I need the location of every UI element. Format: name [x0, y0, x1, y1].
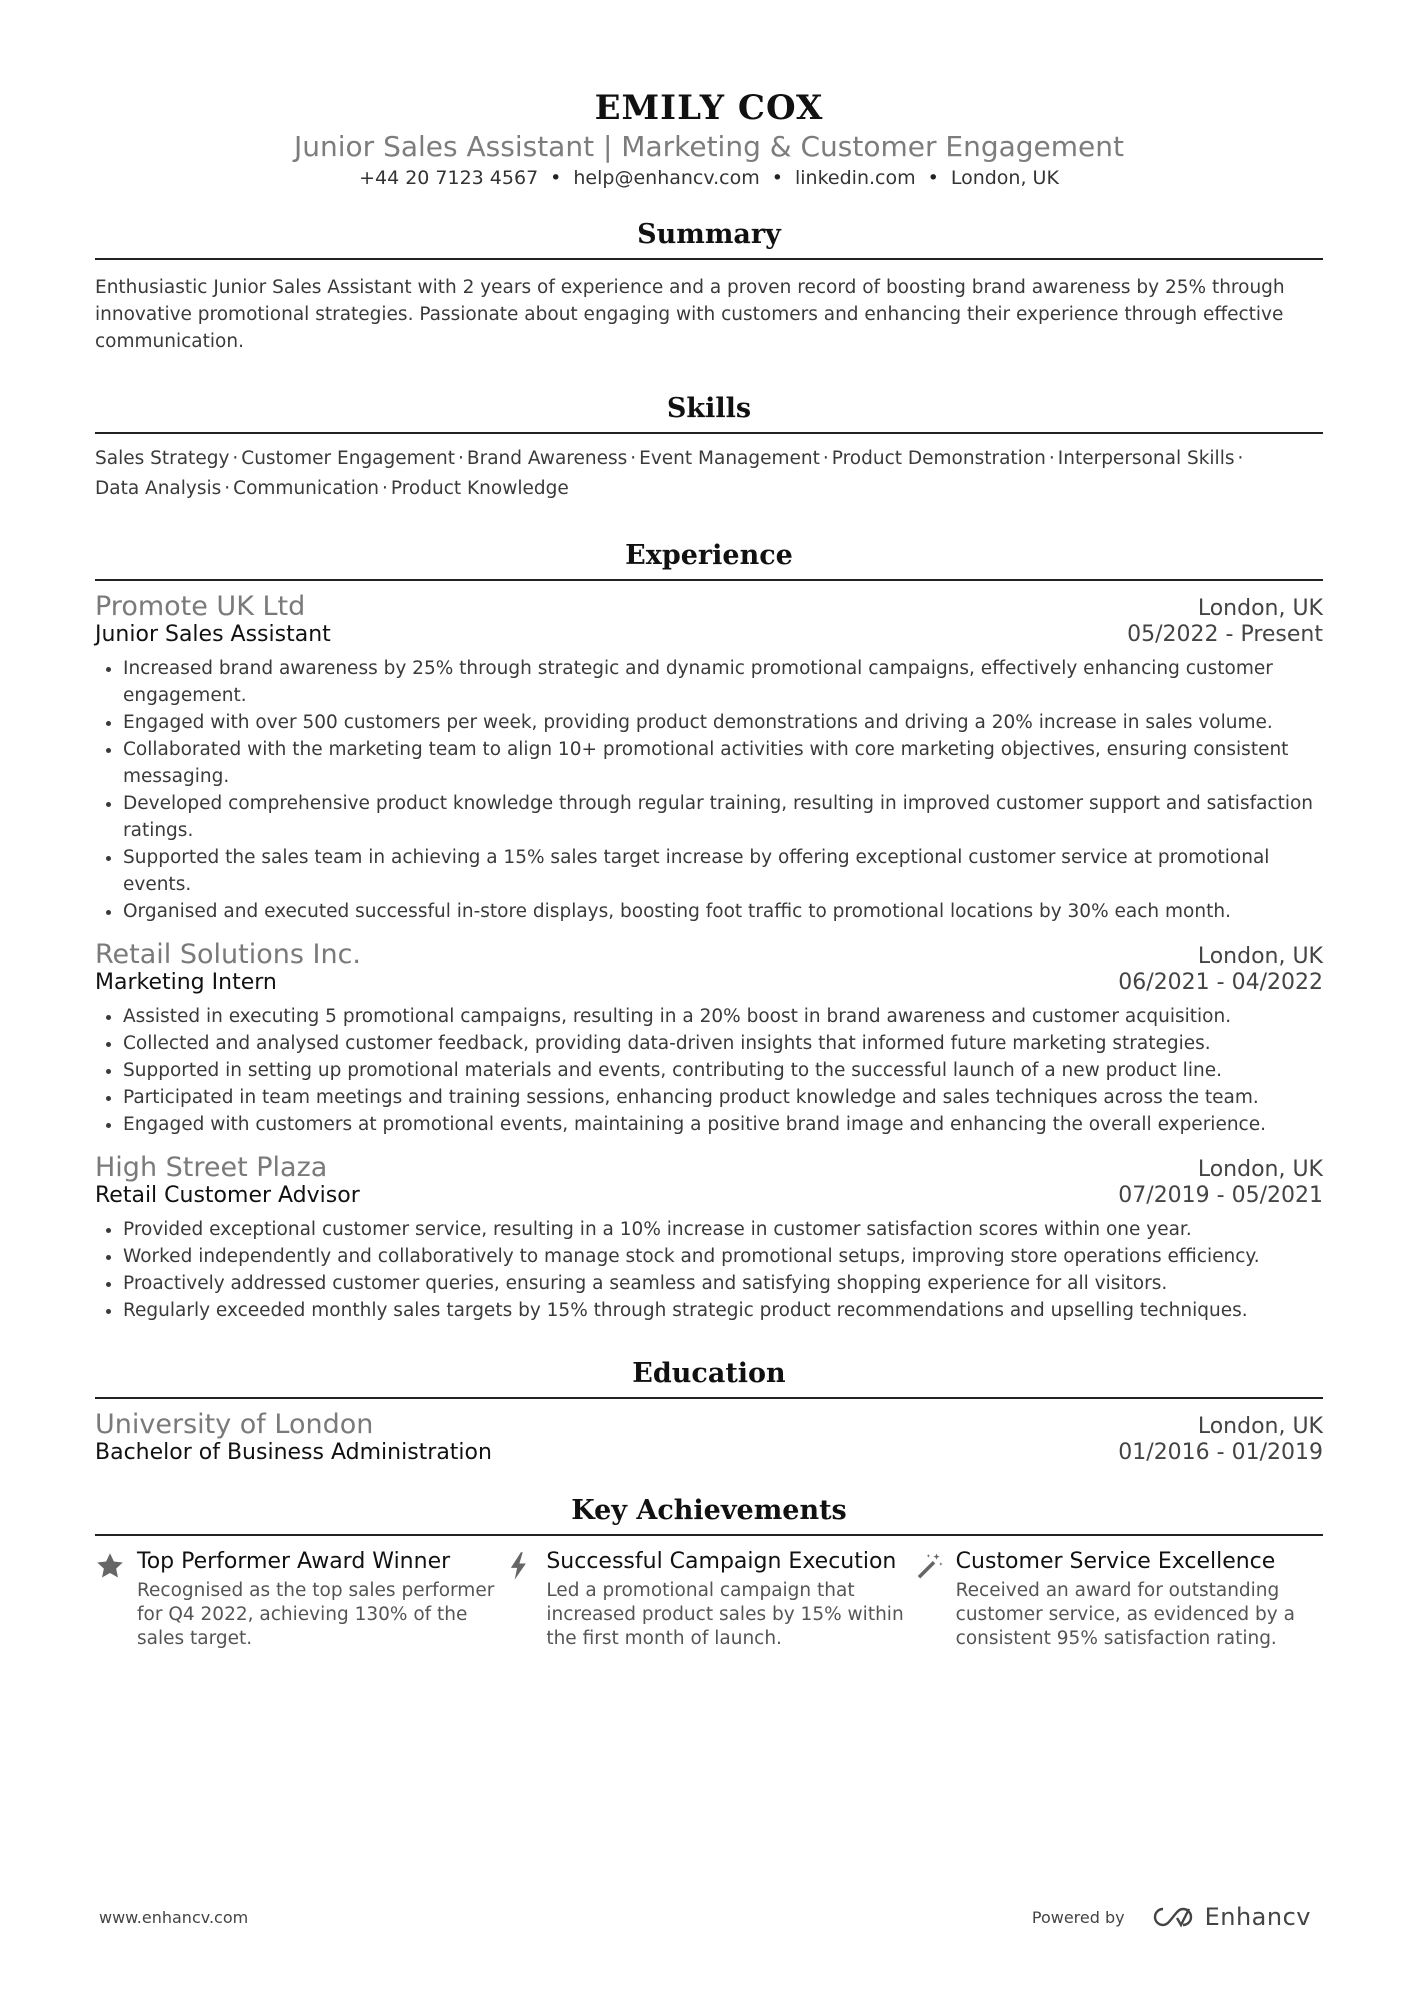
achievements-heading: Key Achievements	[95, 1495, 1323, 1536]
achievement-title: Customer Service Excellence	[955, 1549, 1276, 1574]
skill-separator: ·	[458, 448, 464, 469]
company-name: High Street Plaza	[95, 1152, 328, 1183]
achievement-item	[914, 1548, 1323, 1651]
job-location: London, UK	[1197, 944, 1323, 969]
job-row-top	[95, 1152, 1323, 1183]
skill-item: Data Analysis	[95, 478, 222, 499]
job-bullets	[95, 655, 1323, 925]
lightning-icon	[504, 1548, 546, 1651]
separator-dot: •	[927, 167, 939, 189]
summary-section	[95, 219, 1323, 355]
skill-item: Interpersonal Skills	[1057, 448, 1235, 469]
achievement-desc: Led a promotional campaign that increased product sales by 15% within the first month of launch.	[546, 1580, 904, 1649]
contact-email[interactable]: help@enhancv.com	[573, 167, 760, 189]
separator-dot: •	[771, 167, 783, 189]
education-section	[95, 1358, 1323, 1465]
job-bullet: • Proactively addressed customer queries, ensuring a seamless and satisfying shopping experience for all visitors.	[123, 1270, 1323, 1297]
enhancv-logo-icon	[1151, 1905, 1197, 1929]
contact-line	[95, 167, 1323, 189]
education-heading: Education	[95, 1358, 1323, 1399]
school-name: University of London	[95, 1409, 374, 1440]
achievement-desc: Recognised as the top sales performer for Q4 2022, achieving 130% of the sales target.	[137, 1580, 495, 1649]
skill-separator: ·	[630, 448, 637, 469]
experience-entry	[95, 939, 1323, 1138]
job-bullet: • Regularly exceeded monthly sales targets by 15% through strategic product recommendations and upselling techniques.	[123, 1297, 1323, 1324]
skill-item: Customer Engagement	[241, 448, 456, 469]
job-bullet: • Organised and executed successful in-store displays, boosting foot traffic to promotional locations by 30% each month.	[123, 898, 1323, 925]
job-bullet: • Assisted in executing 5 promotional campaigns, resulting in a 20% boost in brand awareness and customer acquisition.	[123, 1003, 1323, 1030]
skill-item: Product Demonstration	[831, 448, 1046, 469]
job-role: Junior Sales Assistant	[95, 622, 331, 647]
education-row-top	[95, 1409, 1323, 1440]
skills-section	[95, 393, 1323, 504]
skill-item: Product Knowledge	[390, 478, 569, 499]
job-location: London, UK	[1197, 1157, 1323, 1182]
contact-location: London, UK	[950, 167, 1059, 189]
job-row-bottom	[95, 970, 1323, 995]
achievement-item	[504, 1548, 913, 1651]
job-row-top	[95, 591, 1323, 622]
job-bullets	[95, 1216, 1323, 1324]
skills-list	[95, 444, 1323, 504]
footer-brand: Enhancv	[1204, 1903, 1311, 1931]
summary-text: Enthusiastic Junior Sales Assistant with 2 years of experience and a proven record of boosting brand awareness by 25% through innovative promotional strategies. Passionate about engaging with customers and enhancing their experience through effective communication.	[95, 277, 1285, 352]
achievement-title: Top Performer Award Winner	[137, 1549, 451, 1574]
resume-content	[95, 80, 1323, 1651]
footer-website[interactable]: www.enhancv.com	[99, 1907, 249, 1927]
skill-separator: ·	[1237, 448, 1244, 469]
job-row-bottom	[95, 622, 1323, 647]
job-bullet: • Supported in setting up promotional materials and events, contributing to the successful launch of a new product line.	[123, 1057, 1323, 1084]
job-role: Marketing Intern	[95, 970, 277, 995]
skill-separator: ·	[1048, 448, 1055, 469]
contact-phone: +44 20 7123 4567	[359, 167, 539, 189]
job-bullets	[95, 1003, 1323, 1138]
job-location: London, UK	[1197, 596, 1323, 621]
skill-item: Sales Strategy	[95, 448, 230, 469]
job-bullet: • Collaborated with the marketing team to align 10+ promotional activities with core marketing objectives, ensuring consistent messaging.	[123, 736, 1323, 790]
resume-header	[95, 88, 1323, 189]
skill-separator: ·	[224, 478, 231, 499]
education-entry	[95, 1409, 1323, 1465]
contact-linkedin[interactable]: linkedin.com	[794, 167, 916, 189]
experience-list	[95, 591, 1323, 1324]
star-icon	[95, 1548, 137, 1651]
job-bullet: • Supported the sales team in achieving a 15% sales target increase by offering exceptional customer service at promotional events.	[123, 844, 1323, 898]
achievements-grid	[95, 1548, 1323, 1651]
job-role: Retail Customer Advisor	[95, 1183, 360, 1208]
company-name: Retail Solutions Inc.	[95, 939, 362, 970]
candidate-name: EMILY COX	[594, 88, 824, 128]
achievements-section	[95, 1495, 1323, 1651]
job-bullet: • Increased brand awareness by 25% through strategic and dynamic promotional campaigns, effectively enhancing customer engagement.	[123, 655, 1323, 709]
skills-heading: Skills	[95, 393, 1323, 434]
achievement-desc: Received an award for outstanding customer service, as evidenced by a consistent 95% satisfaction rating.	[955, 1580, 1295, 1649]
experience-heading: Experience	[95, 540, 1323, 581]
skill-separator: ·	[822, 448, 829, 469]
job-row-bottom	[95, 1183, 1323, 1208]
summary-heading: Summary	[95, 219, 1323, 260]
candidate-title: Junior Sales Assistant | Marketing & Customer Engagement	[294, 130, 1124, 163]
job-bullet: • Engaged with customers at promotional events, maintaining a positive brand image and enhancing the overall experience.	[123, 1111, 1323, 1138]
job-bullet: • Collected and analysed customer feedback, providing data-driven insights that informed future marketing strategies.	[123, 1030, 1323, 1057]
job-bullet: • Engaged with over 500 customers per week, providing product demonstrations and driving a 20% increase in sales volume.	[123, 709, 1323, 736]
powered-by-label: Powered by	[1031, 1907, 1125, 1927]
job-bullet: • Provided exceptional customer service, resulting in a 10% increase in customer satisfaction scores within one year.	[123, 1216, 1323, 1243]
degree: Bachelor of Business Administration	[95, 1440, 492, 1465]
achievement-item	[95, 1548, 504, 1651]
magic-wand-icon	[914, 1548, 956, 1651]
skill-separator: ·	[382, 478, 388, 499]
education-row-bottom	[95, 1440, 1323, 1465]
job-bullet: • Worked independently and collaboratively to manage stock and promotional setups, improving store operations efficiency.	[123, 1243, 1323, 1270]
job-dates: 05/2022 - Present	[1127, 622, 1323, 647]
job-dates: 07/2019 - 05/2021	[1118, 1183, 1323, 1208]
experience-section	[95, 540, 1323, 1324]
job-dates: 06/2021 - 04/2022	[1118, 970, 1323, 995]
page-footer	[99, 1903, 1311, 1931]
powered-by	[1032, 1903, 1311, 1931]
skill-item: Brand Awareness	[466, 448, 628, 469]
separator-dot: •	[550, 167, 562, 189]
skill-item: Communication	[233, 478, 379, 499]
job-bullet: • Developed comprehensive product knowledge through regular training, resulting in improved customer support and satisfaction ratings.	[123, 790, 1323, 844]
job-bullet: • Participated in team meetings and training sessions, enhancing product knowledge and sales techniques across the team.	[123, 1084, 1323, 1111]
school-location: London, UK	[1197, 1414, 1323, 1439]
skill-separator: ·	[232, 448, 239, 469]
experience-entry	[95, 1152, 1323, 1324]
experience-entry	[95, 591, 1323, 925]
job-row-top	[95, 939, 1323, 970]
skill-item: Event Management	[639, 448, 820, 469]
company-name: Promote UK Ltd	[95, 591, 306, 622]
achievement-title: Successful Campaign Execution	[546, 1549, 897, 1574]
education-dates: 01/2016 - 01/2019	[1118, 1440, 1323, 1465]
